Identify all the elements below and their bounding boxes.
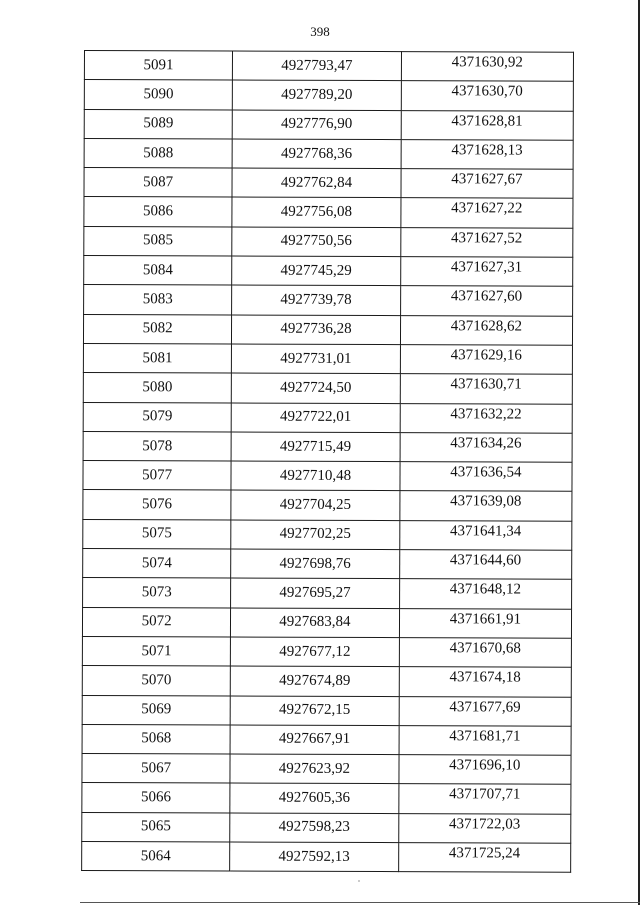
x-coordinate-cell: 4927695,27 <box>231 578 399 608</box>
x-coordinate-cell: 4927731,01 <box>232 344 400 374</box>
x-coordinate-cell: 4927762,84 <box>232 168 400 198</box>
point-number-cell: 5081 <box>83 343 231 373</box>
point-number-cell: 5078 <box>83 431 231 461</box>
table-row <box>83 519 572 550</box>
coordinates-table <box>81 50 574 873</box>
table-row <box>84 197 573 228</box>
table-row <box>83 343 572 374</box>
y-coordinate-cell: 4371644,60 <box>399 550 571 580</box>
y-coordinate-cell: 4371630,71 <box>400 374 572 404</box>
x-coordinate-cell: 4927672,15 <box>230 696 398 726</box>
y-coordinate-cell: 4371634,26 <box>400 432 572 462</box>
y-coordinate-cell: 4371707,71 <box>398 784 570 814</box>
y-coordinate-cell: 4371628,62 <box>400 315 572 345</box>
x-coordinate-cell: 4927683,84 <box>231 608 399 638</box>
point-number-cell: 5076 <box>83 490 231 520</box>
y-coordinate-cell: 4371630,92 <box>401 52 573 82</box>
table-row <box>83 578 572 609</box>
table-row <box>82 724 571 755</box>
x-coordinate-cell: 4927702,25 <box>231 520 399 550</box>
y-coordinate-cell: 4371628,13 <box>401 139 573 169</box>
point-number-cell: 5074 <box>83 549 231 579</box>
x-coordinate-cell: 4927677,12 <box>231 637 399 667</box>
x-coordinate-cell: 4927592,13 <box>230 842 398 872</box>
table-row <box>82 842 571 873</box>
x-coordinate-cell: 4927605,36 <box>230 783 398 813</box>
point-number-cell: 5084 <box>84 256 232 286</box>
point-number-cell: 5090 <box>84 80 232 110</box>
y-coordinate-cell: 4371677,69 <box>399 696 571 726</box>
table-row <box>83 431 572 462</box>
table-row <box>83 549 572 580</box>
point-number-cell: 5091 <box>84 51 232 81</box>
y-coordinate-cell: 4371661,91 <box>399 608 571 638</box>
x-coordinate-cell: 4927745,29 <box>232 256 400 286</box>
point-number-cell: 5066 <box>82 783 230 813</box>
x-coordinate-cell: 4927722,01 <box>231 403 399 433</box>
table-row <box>84 256 573 287</box>
x-coordinate-cell: 4927768,36 <box>232 139 400 169</box>
table-row <box>82 783 571 814</box>
point-number-cell: 5073 <box>83 578 231 608</box>
point-number-cell: 5068 <box>82 724 230 754</box>
table-row <box>82 666 571 697</box>
page-number: 398 <box>310 24 330 39</box>
y-coordinate-cell: 4371629,16 <box>400 345 572 375</box>
x-coordinate-cell: 4927715,49 <box>231 432 399 462</box>
table-row <box>82 636 571 667</box>
point-number-cell: 5071 <box>82 636 230 666</box>
point-number-cell: 5082 <box>83 314 231 344</box>
y-coordinate-cell: 4371670,68 <box>399 638 571 668</box>
point-number-cell: 5083 <box>84 285 232 315</box>
table-row <box>84 80 573 111</box>
x-coordinate-cell: 4927750,56 <box>232 227 400 257</box>
y-coordinate-cell: 4371725,24 <box>398 843 570 873</box>
y-coordinate-cell: 4371627,52 <box>400 227 572 257</box>
page-edge-bottom <box>80 902 640 903</box>
table-row <box>82 754 571 785</box>
y-coordinate-cell: 4371681,71 <box>399 725 571 755</box>
point-number-cell: 5086 <box>84 197 232 227</box>
table-row <box>82 695 571 726</box>
point-number-cell: 5069 <box>82 695 230 725</box>
x-coordinate-cell: 4927667,91 <box>230 725 398 755</box>
x-coordinate-cell: 4927739,78 <box>232 285 400 315</box>
table-row <box>82 607 571 638</box>
y-coordinate-cell: 4371627,31 <box>400 257 572 287</box>
x-coordinate-cell: 4927736,28 <box>232 315 400 345</box>
y-coordinate-cell: 4371636,54 <box>400 462 572 492</box>
table-row <box>84 51 573 82</box>
y-coordinate-cell: 4371632,22 <box>400 403 572 433</box>
point-number-cell: 5085 <box>84 226 232 256</box>
point-number-cell: 5079 <box>83 402 231 432</box>
x-coordinate-cell: 4927704,25 <box>231 490 399 520</box>
point-number-cell: 5067 <box>82 754 230 784</box>
table-row <box>84 109 573 140</box>
y-coordinate-cell: 4371627,22 <box>401 198 573 228</box>
x-coordinate-cell: 4927756,08 <box>232 198 400 228</box>
coordinates-table-body <box>82 51 574 873</box>
y-coordinate-cell: 4371674,18 <box>399 667 571 697</box>
x-coordinate-cell: 4927598,23 <box>230 813 398 843</box>
x-coordinate-cell: 4927623,92 <box>230 754 398 784</box>
point-number-cell: 5088 <box>84 138 232 168</box>
table-row <box>84 285 573 316</box>
table-row <box>84 168 573 199</box>
y-coordinate-cell: 4371648,12 <box>399 579 571 609</box>
point-number-cell: 5065 <box>82 812 230 842</box>
x-coordinate-cell: 4927698,76 <box>231 549 399 579</box>
x-coordinate-cell: 4927724,50 <box>232 373 400 403</box>
point-number-cell: 5087 <box>84 168 232 198</box>
y-coordinate-cell: 4371627,67 <box>401 169 573 199</box>
y-coordinate-cell: 4371722,03 <box>398 813 570 843</box>
table-row <box>83 461 572 492</box>
x-coordinate-cell: 4927776,90 <box>232 110 400 140</box>
point-number-cell: 5077 <box>83 461 231 491</box>
point-number-cell: 5075 <box>83 519 231 549</box>
point-number-cell: 5080 <box>83 373 231 403</box>
x-coordinate-cell: 4927793,47 <box>233 51 401 81</box>
x-coordinate-cell: 4927674,89 <box>230 666 398 696</box>
table-row <box>83 373 572 404</box>
table-row <box>82 812 571 843</box>
scan-speck <box>358 880 360 882</box>
y-coordinate-cell: 4371628,81 <box>401 110 573 140</box>
table-row <box>83 314 572 345</box>
table-row <box>84 138 573 169</box>
table-row <box>83 402 572 433</box>
y-coordinate-cell: 4371696,10 <box>399 755 571 785</box>
y-coordinate-cell: 4371630,70 <box>401 81 573 111</box>
y-coordinate-cell: 4371641,34 <box>399 520 571 550</box>
x-coordinate-cell: 4927710,48 <box>231 461 399 491</box>
x-coordinate-cell: 4927789,20 <box>233 80 401 110</box>
y-coordinate-cell: 4371627,60 <box>400 286 572 316</box>
point-number-cell: 5064 <box>82 842 230 872</box>
table-row <box>84 226 573 257</box>
point-number-cell: 5070 <box>82 666 230 696</box>
y-coordinate-cell: 4371639,08 <box>399 491 571 521</box>
table-row <box>83 490 572 521</box>
point-number-cell: 5089 <box>84 109 232 139</box>
point-number-cell: 5072 <box>82 607 230 637</box>
